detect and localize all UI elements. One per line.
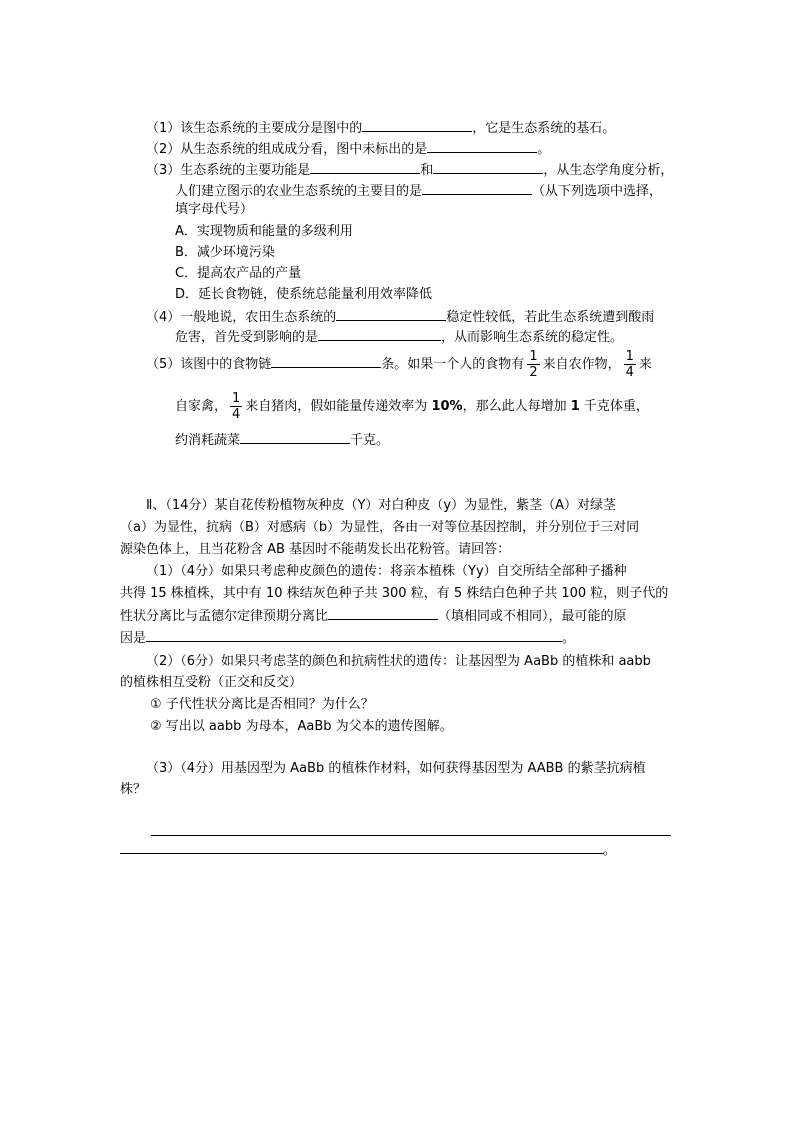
- option-b: B．减少环境污染: [175, 245, 275, 260]
- part2-q1-line-1: （1）（4分）如果只考虑种皮颜色的遗传：将亲本植株（Yy）自交所结全部种子播种: [146, 564, 627, 579]
- end-punctuation: 。: [603, 843, 617, 858]
- part2-q2-line-1: （2）（6分）如果只考虑茎的颜色和抗病性状的遗传：让基因型为 AaBb 的植株和 aabb: [146, 654, 651, 669]
- option-d: D．延长食物链，使系统总能量利用效率降低: [175, 287, 433, 302]
- fraction-one-half: $\frac{1}{2}$: [529, 349, 538, 380]
- answer-blank[interactable]: [362, 118, 472, 132]
- part2-q2-line-2: 的植株相互受粉（正交和反交）: [120, 675, 303, 690]
- fraction-one-quarter: $\frac{1}{4}$: [625, 349, 634, 380]
- part2-intro-line-2: （a）为显性，抗病（B）对感病（b）为显性，各由一对等位基因控制，并分别位于三对同: [120, 520, 640, 535]
- part2-q1-line-4: 因是 。: [120, 628, 575, 648]
- part2-intro-line-1: Ⅱ、（14分）某自花传粉植物灰种皮（Y）对白种皮（y）为显性，紫茎（A）对绿茎: [146, 498, 616, 513]
- question-5-line-3: 约消耗蔬菜 千克。: [175, 430, 389, 450]
- answer-blank[interactable]: [427, 139, 537, 153]
- question-4-line-2: 危害，首先受到影响的是 ，从而影响生态系统的稳定性。: [175, 327, 623, 347]
- answer-line[interactable]: [151, 835, 671, 836]
- part2-q3-line-2: 株？: [120, 782, 147, 797]
- part2-q2-sub-1: ① 子代性状分离比是否相同？为什么？: [150, 697, 374, 712]
- answer-line[interactable]: [120, 853, 604, 854]
- question-4-line-1: （4）一般地说，农田生态系统的 稳定性较低，若此生态系统遭到酸雨: [146, 307, 654, 327]
- part2-q3-line-1: （3）（4分）用基因型为 AaBb 的植株作材料，如何获得基因型为 AABB 的紫茎抗病植: [146, 761, 646, 776]
- question-1: （1）该生态系统的主要成分是图中的 ，它是生态系统的基石。: [146, 118, 615, 138]
- answer-blank[interactable]: [146, 628, 562, 642]
- option-a: A．实现物质和能量的多级利用: [175, 224, 353, 239]
- question-3-line-2: 人们建立图示的农业生态系统的主要目的是 （从下列选项中选择，: [175, 181, 662, 201]
- part2-intro-line-3: 源染色体上，且当花粉含 AB 基因时不能萌发长出花粉管。请回答：: [120, 542, 511, 557]
- answer-blank[interactable]: [433, 160, 543, 174]
- fraction-one-quarter: $\frac{1}{4}$: [232, 391, 241, 422]
- part2-q1-line-3: 性状分离比与孟德尔定律预期分离比 （填相同或不相同），最可能的原: [120, 606, 627, 626]
- answer-blank[interactable]: [240, 430, 350, 444]
- part2-q1-line-2: 共得 15 株植株，其中有 10 株结灰色种子共 300 粒，有 5 株结白色种子共 100 粒，则子代的: [120, 586, 669, 601]
- option-c: C．提高农产品的产量: [175, 266, 302, 281]
- answer-blank[interactable]: [310, 160, 420, 174]
- part2-q2-sub-2: ② 写出以 aabb 为母本，AaBb 为父本的遗传图解。: [150, 719, 453, 734]
- answer-blank[interactable]: [318, 327, 441, 341]
- question-5-line-2: 自家禽， $\frac{1}{4}$ 来自猪肉，假如能量传递效率为 10%，那么此人每增加 1 千克体重，: [175, 391, 649, 422]
- answer-blank[interactable]: [422, 181, 532, 195]
- question-2: （2）从生态系统的组成成分看，图中未标出的是 。: [146, 139, 550, 159]
- answer-blank[interactable]: [328, 606, 438, 620]
- question-3-line-3: 填字母代号）: [175, 202, 254, 217]
- answer-blank[interactable]: [271, 354, 381, 368]
- question-5-line-1: （5）该图中的食物链 条。如果一个人的食物有 $\frac{1}{2}$ 来自农作物， $\frac{1}{4}$ 来: [146, 349, 652, 380]
- answer-blank[interactable]: [336, 307, 446, 321]
- question-3-line-1: （3）生态系统的主要功能是 和 ，从生态学角度分析，: [146, 160, 673, 180]
